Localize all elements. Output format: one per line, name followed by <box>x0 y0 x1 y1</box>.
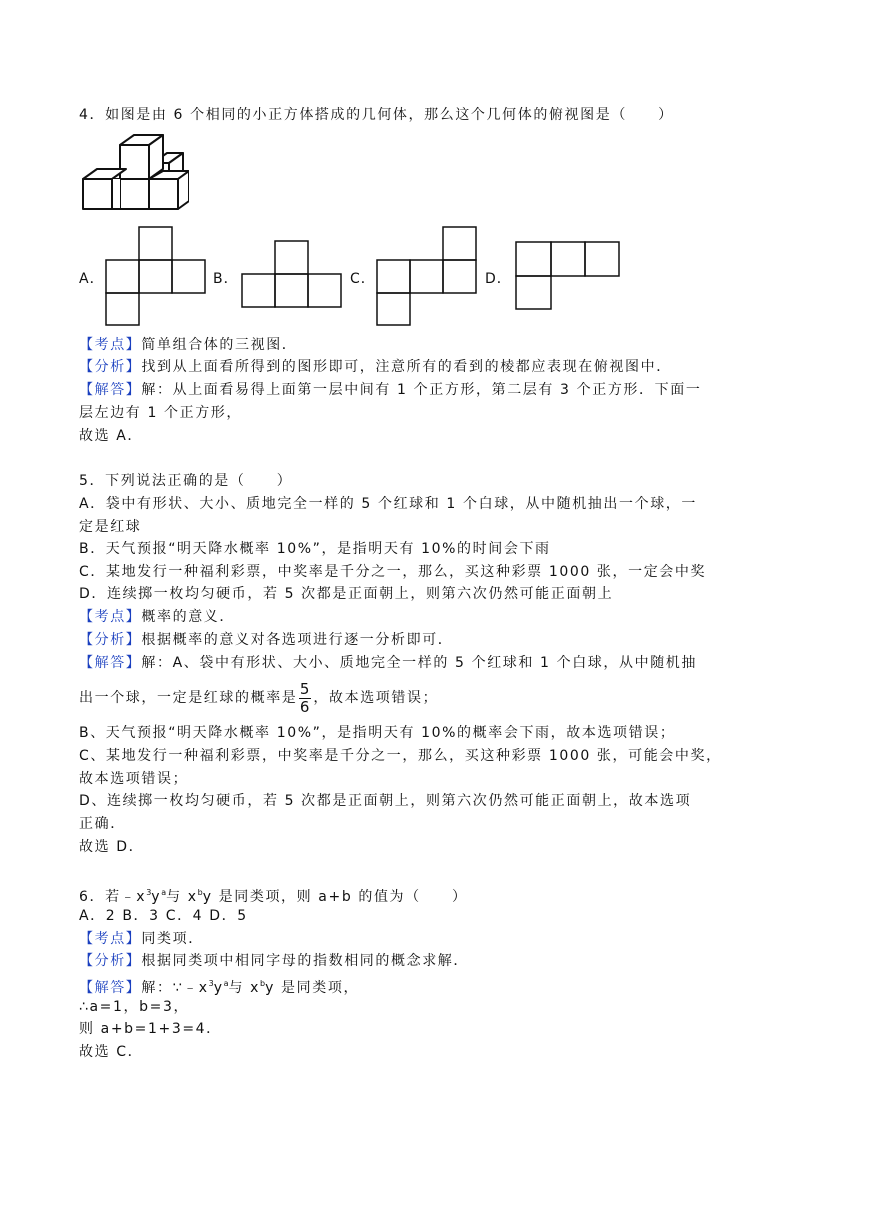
q6-question-pre: 6．若﹣x <box>79 889 147 905</box>
q4-jieda-text-2: 层左边有 1 个正方形， <box>79 405 243 421</box>
q6-question-mid: 与 x <box>166 889 198 905</box>
jieda-tag: 【解答】 <box>79 655 142 671</box>
q6-var-y: y <box>151 889 162 905</box>
q4-question: 4．如图是由 6 个相同的小正方体搭成的几何体，那么这个几何体的俯视图是（ ） <box>79 107 674 123</box>
kaodian-tag: 【考点】 <box>79 609 142 625</box>
q5-jieda-text-7: 正确． <box>79 816 126 832</box>
q4-option-d-grid <box>515 241 621 310</box>
q4-fenxi-text: 找到从上面看所得到的图形即可，注意所有的看到的棱都应表现在俯视图中． <box>141 359 672 375</box>
q4-jieda <box>79 381 701 399</box>
fenxi-tag: 【分析】 <box>79 632 142 648</box>
q5-jieda-text-5: 故本选项错误； <box>79 771 189 787</box>
q6-question-post: y 是同类项，则 a+b 的值为（ ） <box>202 889 468 905</box>
kaodian-tag: 【考点】 <box>79 931 142 947</box>
exponent: a <box>223 979 229 988</box>
q5-kaodian <box>79 608 235 626</box>
q6-options: A．2 B．3 C．4 D．5 <box>79 908 248 924</box>
fraction-denominator: 6 <box>299 697 311 716</box>
q5-option-a: A．袋中有形状、大小、质地完全一样的 5 个红球和 1 个白球，从中随机抽出一个球，一 <box>79 496 697 512</box>
q5-jieda-text-2b: ，故本选项错误； <box>313 690 439 706</box>
exponent: b <box>260 979 266 988</box>
q5-option-c: C．某地发行一种福利彩票，中奖率是千分之一，那么，买这种彩票 1000 张，一定会中奖 <box>79 564 707 580</box>
q5-kaodian-text: 概率的意义． <box>141 609 236 625</box>
q6-jieda-pre: 解：∵﹣x <box>141 980 209 996</box>
exponent: 3 <box>208 979 214 988</box>
q6-step-1: ∴a=1，b=3， <box>79 999 190 1015</box>
q6-fenxi <box>79 952 469 970</box>
q4-option-d-label: D． <box>485 271 512 287</box>
q6-kaodian-text: 同类项． <box>141 931 204 947</box>
q5-question: 5．下列说法正确的是（ ） <box>79 473 293 489</box>
q4-option-a-label: A． <box>79 271 105 287</box>
q5-jieda-line-2 <box>79 681 438 715</box>
q4-option-c-grid <box>376 226 477 326</box>
fraction-numerator: 5 <box>299 679 311 698</box>
q6-question <box>79 884 468 906</box>
q6-conclusion: 故选 C． <box>79 1044 144 1060</box>
q4-jieda-text-1: 解：从上面看易得上面第一层中间有 1 个正方形，第二层有 3 个正方形．下面一 <box>141 382 702 398</box>
fenxi-tag: 【分析】 <box>79 359 142 375</box>
q5-option-d: D．连续掷一枚均匀硬币，若 5 次都是正面朝上，则第六次仍然可能正面朝上 <box>79 586 614 602</box>
q4-kaodian-text: 简单组合体的三视图． <box>141 337 298 353</box>
q5-option-b: B．天气预报“明天降水概率 10%”，是指明天有 10%的时间会下雨 <box>79 541 551 557</box>
q5-jieda-text-1: 解：A、袋中有形状、大小、质地完全一样的 5 个红球和 1 个白球，从中随机抽 <box>141 655 697 671</box>
q5-jieda-text-4: C、某地发行一种福利彩票，中奖率是千分之一，那么，买这种彩票 1000 张，可能会中奖， <box>79 748 722 764</box>
exponent: b <box>197 888 203 897</box>
q5-jieda <box>79 654 697 672</box>
q5-jieda-text-6: D、连续掷一枚均匀硬币，若 5 次都是正面朝上，则第六次仍然可能正面朝上，故本选项 <box>79 793 692 809</box>
q5-conclusion: 故选 D． <box>79 839 145 855</box>
exponent: a <box>161 888 167 897</box>
q6-fenxi-text: 根据同类项中相同字母的指数相同的概念求解． <box>141 953 470 969</box>
q6-var-y: y <box>213 980 224 996</box>
q5-option-a-cont: 定是红球 <box>79 519 142 535</box>
kaodian-tag: 【考点】 <box>79 337 142 353</box>
q6-kaodian <box>79 930 204 948</box>
q4-solid-figure <box>79 133 189 213</box>
q6-step-2: 则 a+b=1+3=4． <box>79 1021 222 1037</box>
jieda-tag: 【解答】 <box>79 980 142 996</box>
fraction-five-sixths <box>299 679 311 716</box>
q6-jieda-mid: 与 x <box>228 980 261 996</box>
jieda-tag: 【解答】 <box>79 382 142 398</box>
q4-option-c-label: C． <box>350 271 376 287</box>
q4-conclusion: 故选 A． <box>79 428 144 444</box>
q4-option-b-grid <box>241 240 343 308</box>
q4-option-b-label: B． <box>213 271 239 287</box>
q4-kaodian <box>79 336 297 354</box>
q4-option-a-grid <box>105 226 206 326</box>
exponent: 3 <box>146 888 152 897</box>
q5-jieda-text-2a: 出一个球，一定是红球的概率是 <box>79 690 298 706</box>
q4-fenxi <box>79 358 672 376</box>
q6-jieda <box>79 975 359 997</box>
q5-jieda-text-3: B、天气预报“明天降水概率 10%”，是指明天有 10%的概率会下雨，故本选项错误； <box>79 725 676 741</box>
q5-fenxi-text: 根据概率的意义对各选项进行逐一分析即可． <box>141 632 454 648</box>
fenxi-tag: 【分析】 <box>79 953 142 969</box>
q5-fenxi <box>79 631 453 649</box>
q6-jieda-post: y 是同类项， <box>265 980 360 996</box>
